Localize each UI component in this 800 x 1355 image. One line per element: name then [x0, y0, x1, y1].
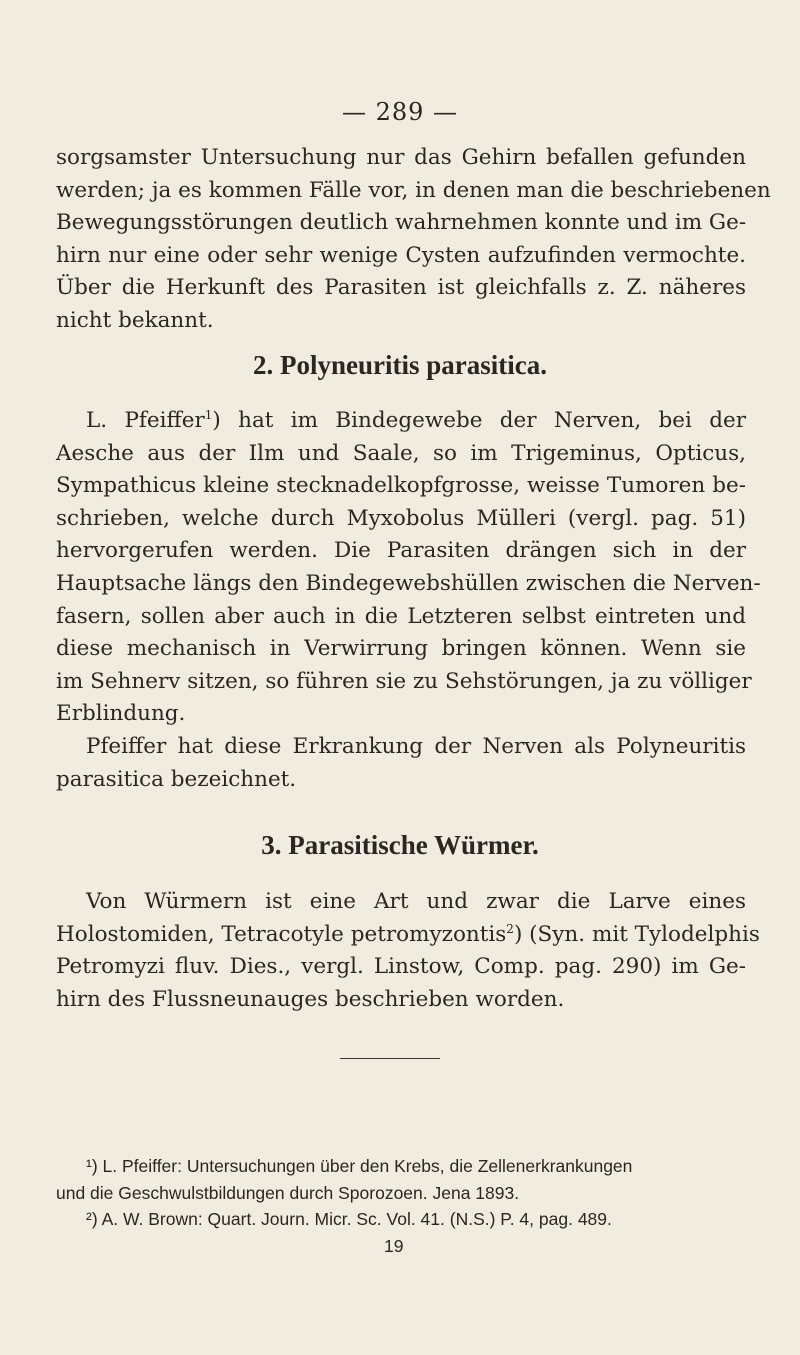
- section2-paragraph: [56, 405, 761, 796]
- text-line: Bewegungsstörungen deutlich wahrnehmen konnte und im Ge-: [56, 210, 747, 236]
- footnote-divider: [340, 1058, 440, 1059]
- text-line: Von Würmern ist eine Art und zwar die Larve eines: [86, 889, 746, 914]
- page-number: — 289 —: [341, 98, 459, 126]
- section1-paragraph: [56, 142, 771, 338]
- text-fragment: L. Pfeiffer: [86, 408, 205, 433]
- text-line: sorgsamster Untersuchung nur das Gehirn befallen gefunden: [56, 145, 746, 170]
- text-line: Sympathicus kleine stecknadelkopfgrosse, weisse Tumoren be-: [56, 473, 746, 499]
- text-line: diese mechanisch in Verwirrung bringen können. Wenn sie: [56, 636, 746, 662]
- text-line: hirn nur eine oder sehr wenige Cysten aufzufinden vermochte.: [56, 242, 746, 268]
- text-line: hirn des Flussneunauges beschrieben worden.: [56, 986, 565, 1012]
- text-line: nicht bekannt.: [56, 307, 214, 333]
- text-fragment: ) hat im Bindegewebe der Nerven, bei der: [212, 408, 746, 433]
- text-line: schrieben, welche durch Myxobolus Mülleri (vergl. pag. 51): [56, 505, 746, 531]
- text-line: Erblindung.: [56, 701, 186, 727]
- footnotes: [56, 1153, 746, 1259]
- footnote-mark: ¹): [86, 1156, 98, 1176]
- text-fragment: Holostomiden, Tetracotyle petromyzontis: [56, 921, 507, 947]
- text-line: Hauptsache längs den Bindegewebshüllen zwischen die Nerven-: [56, 570, 761, 596]
- text-line: Aesche aus der Ilm und Saale, so im Trigeminus, Opticus,: [56, 440, 746, 466]
- footnote-text: L. Pfeiffer: Untersuchungen über den Krebs, die Zellenerkrankungen: [102, 1156, 633, 1176]
- text-line: Über die Herkunft des Parasiten ist gleichfalls z. Z. näheres: [56, 275, 746, 301]
- footnote-2: [56, 1206, 746, 1233]
- footnote-1-continued: und die Geschwulstbildungen durch Sporozoen. Jena 1893.: [56, 1182, 520, 1203]
- footnote-ref: 2: [506, 921, 514, 936]
- text-line: werden; ja es kommen Fälle vor, in denen man die beschriebenen: [56, 177, 771, 203]
- text-line: Petromyzi fluv. Dies., vergl. Linstow, Comp. pag. 290) im Ge-: [56, 954, 746, 980]
- text-line: hervorgerufen werden. Die Parasiten drängen sich in der: [56, 538, 746, 564]
- section3-paragraph: [56, 886, 760, 1016]
- text-line: im Sehnerv sitzen, so führen sie zu Sehstörungen, ja zu völliger: [56, 668, 752, 694]
- text-line: parasitica bezeichnet.: [56, 766, 297, 792]
- signature-mark: 19: [384, 1235, 404, 1256]
- text-fragment: ) (Syn. mit Tylodelphis: [513, 921, 760, 947]
- footnote-mark: ²): [86, 1209, 98, 1229]
- text-line: fasern, sollen aber auch in die Letzteren selbst eintreten und: [56, 603, 746, 629]
- footnote-ref: 1: [204, 407, 213, 422]
- footnote-text: A. W. Brown: Quart. Journ. Micr. Sc. Vol. 41. (N.S.) P. 4, pag. 489.: [101, 1209, 612, 1229]
- section-heading-wuermer: 3. Parasitische Würmer.: [261, 830, 539, 860]
- text-line: [56, 405, 746, 438]
- section-heading-polyneuritis: 2. Polyneuritis parasitica.: [253, 350, 547, 380]
- text-line: [56, 919, 760, 952]
- text-line: Pfeiffer hat diese Erkrankung der Nerven als Polyneuritis: [86, 733, 746, 759]
- footnote-1: [56, 1153, 746, 1180]
